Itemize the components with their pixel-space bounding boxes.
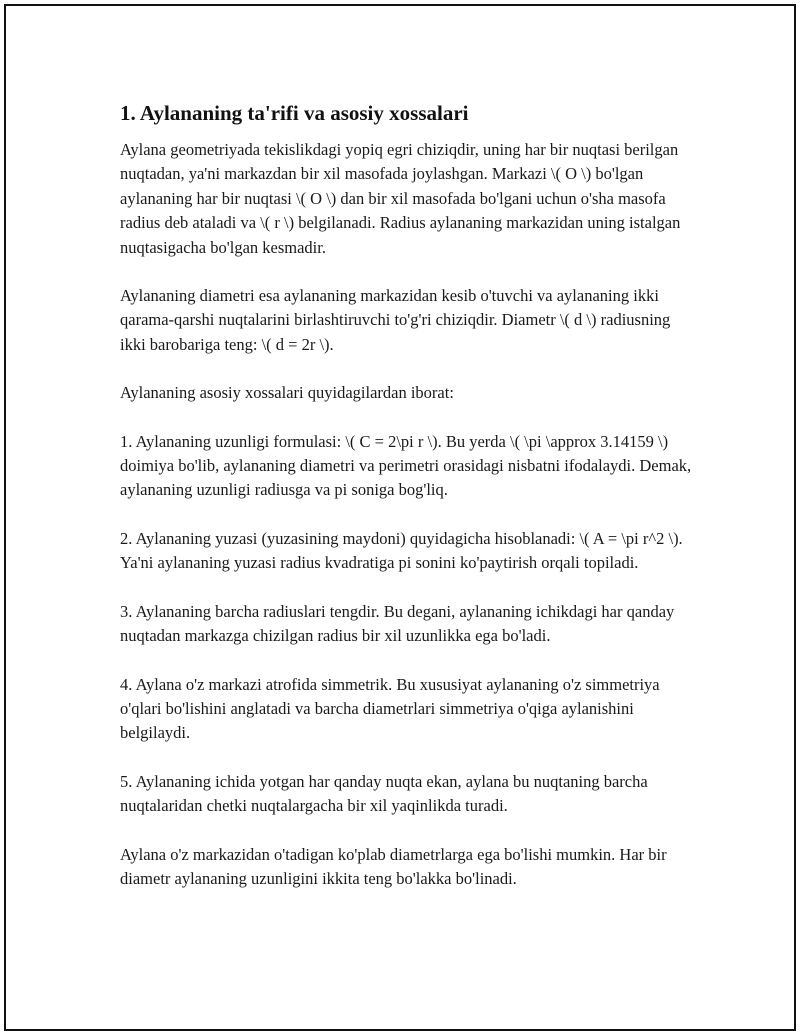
paragraph-property-1: 1. Aylananing uzunligi formulasi: \( C = 2\pi r \). Bu yerda \( \pi \approx 3.14159 \) doimiya bo'lib, aylananing diametri va perimetri orasidagi nisbatni ifodalaydi. Demak, aylananing uzunligi radiusga va pi soniga bog'liq. xyxy=(120,431,692,500)
paragraph-property-5: 5. Aylananing ichida yotgan har qanday nuqta ekan, aylana bu nuqtaning barcha nuqtalaridan chetki nuqtalargacha bir xil yaqinlikda turadi. xyxy=(120,771,648,816)
paragraph-property-4: 4. Aylana o'z markazi atrofida simmetrik. Bu xususiyat aylananing o'z simmetriya o'qlari bo'lishini anglatadi va barcha diametrlari simmetriya o'qiga aylanishini belgilaydi. xyxy=(120,674,660,743)
document-body xyxy=(120,100,692,915)
paragraph-diameter: Aylananing diametri esa aylananing markazidan kesib o'tuvchi va aylananing ikki qarama-qarshi nuqtalarini birlashtiruvchi to'g'ri chiziqdir. Diametr \( d \) radiusning ikki barobariga teng: \( d = 2r \). xyxy=(120,286,671,354)
page-frame xyxy=(4,4,796,1031)
paragraph-property-2: 2. Aylananing yuzasi (yuzasining maydoni) quyidagicha hisoblanadi: \( A = \pi r^2 \). Ya'ni aylananing yuzasi radius kvadratiga pi sonini ko'paytirish orqali topiladi. xyxy=(120,528,683,573)
paragraph-definition: Aylana geometriyada tekislikdagi yopiq egri chiziqdir, uning har bir nuqtasi berilgan nuqtadan, ya'ni markazdan bir xil masofada joylashgan. Markazi \( O \) bo'lgan aylananing har bir nuqtasi \( O \) dan bir xil masofada bo'lgani uchun o'sha masofa radius deb ataladi va \( r \) belgilanadi. Radius aylananing markazidan uning istalgan nuqtasigacha bo'lgan kesmadir. xyxy=(120,140,681,257)
paragraph-conclusion: Aylana o'z markazidan o'tadigan ko'plab diametrlarga ega bo'lishi mumkin. Har bir diametr aylananing uzunligini ikkita teng bo'lakka bo'linadi. xyxy=(120,844,667,888)
paragraph-properties-intro: Aylananing asosiy xossalari quyidagilardan iborat: xyxy=(120,383,454,403)
paragraph-property-3: 3. Aylananing barcha radiuslari tengdir. Bu degani, aylananing ichikdagi har qanday nuqtadan markazga chizilgan radius bir xil uzunlikka ega bo'ladi. xyxy=(120,601,675,646)
section-heading: 1. Aylananing ta'rifi va asosiy xossalari xyxy=(120,101,469,125)
